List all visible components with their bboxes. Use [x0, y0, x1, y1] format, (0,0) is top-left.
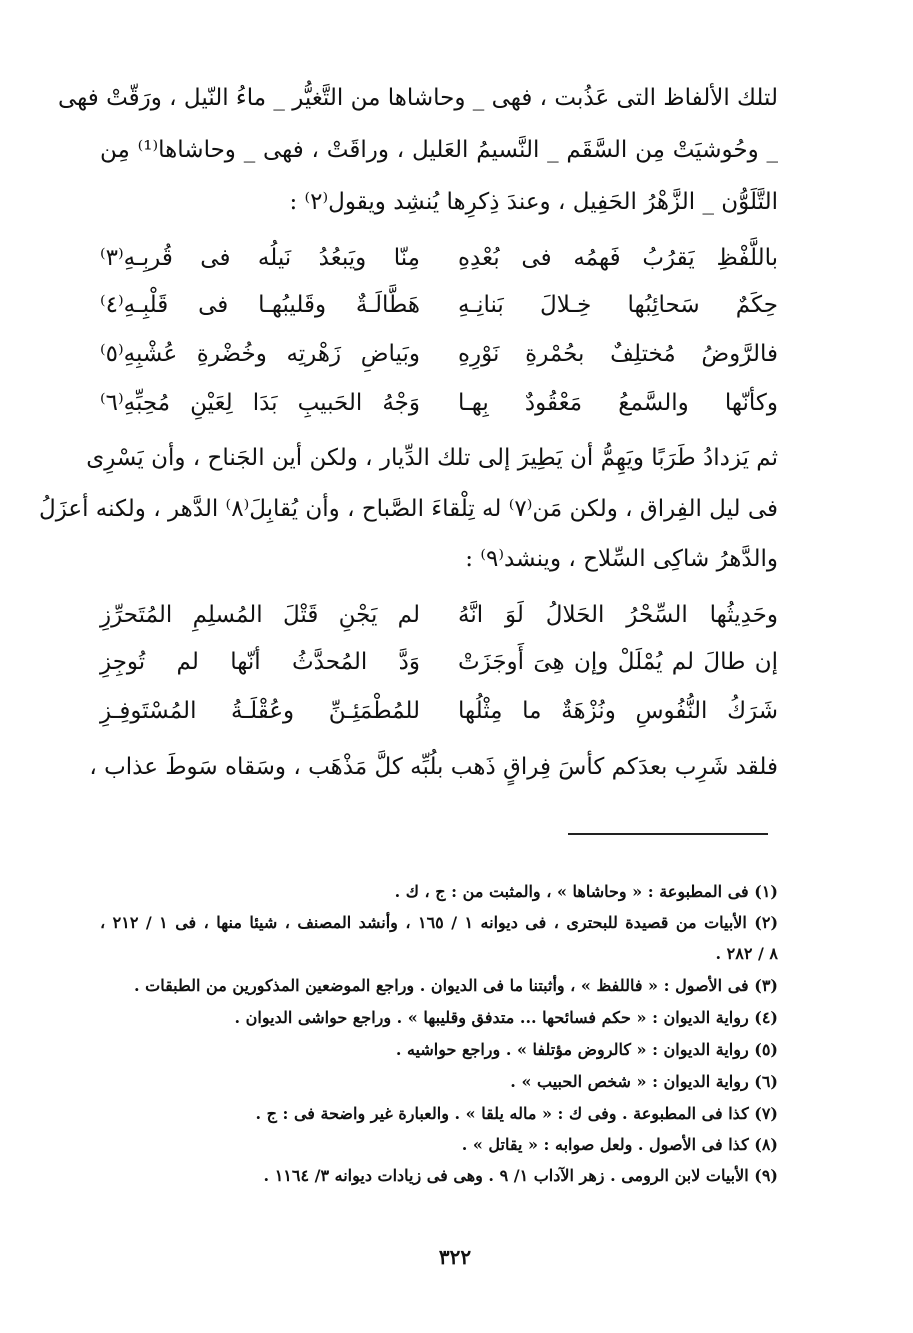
verse-second-hemistich: للمُطْمَئِـنِّ وعُقْلَـةُ المُسْتَوفِـزِ [100, 698, 420, 724]
verse-line [100, 288, 778, 322]
footnote: (٩) الأبيات لابن الرومى . زهر الآداب ١/ ٩ . وهى فى زيادات ديوانه ٣/ ١١٦٤ . [263, 1166, 778, 1185]
verse-second-hemistich: هَطَّالَـةٌ وقَليبُهـا فى قَلْبِـهِ⁽٤⁾ [100, 292, 420, 318]
verse-second-hemistich: لم يَجْنِ قَتْلَ المُسلِمِ المُتَحرِّزِ [100, 602, 420, 628]
paragraph-3: فلقد شَرِب بعدَكم كأسَ فِراقٍ ذَهب بلُبِّه كلَّ مَذْهَب ، وسَقاه سَوطَ عذاب ، [89, 754, 778, 780]
verse-second-hemistich: مِنّا ويَبعُدُ نَيلُه فى قُربِـهِ⁽٣⁾ [100, 245, 420, 271]
footnote: (٣) فى الأصول : « فاللفظ » ، وأثبتنا ما فى الديوان . وراجع الموضعين المذكورين من الطبقات . [134, 976, 778, 995]
verse-line [100, 337, 778, 371]
footnote: (١) فى المطبوعة : « وحاشاها » ، والمثبت من : ج ، ك . [394, 882, 778, 901]
verse-first-hemistich: إن طالَ لم يُمْلَلْ وإن هِىَ أَوجَزَتْ [458, 649, 778, 675]
verse-line [100, 241, 778, 275]
footnote: (٦) رواية الديوان : « شخص الحبيب » . [510, 1072, 778, 1091]
verse-second-hemistich: وَجْهُ الحَبيبِ بَدَا لِعَيْنِ مُحِبِّهِ⁽٦⁾ [100, 390, 420, 416]
verse-line [100, 694, 778, 728]
text-line: _ وحُوشيَتْ مِن السَّقَم _ النَّسيمُ العَليل ، وراقَتْ ، فهى _ وحاشاها⁽¹⁾ مِن [100, 137, 778, 163]
footnote: (٧) كذا فى المطبوعة . وفى ك : « ماله يلقا » . والعبارة غير واضحة فى : ج . [255, 1104, 778, 1123]
text-line: فى ليل الفِراق ، ولكن مَن⁽٧⁾ له تِلْقاءَ الصَّباح ، وأن يُقابِلَ⁽٨⁾ الدَّهر ، ولكنه أعزَلُ [38, 496, 778, 522]
text-line: التَّلَوُّن _ الزَّهْرُ الحَفِيل ، وعندَ ذِكرِها يُنشِد ويقول⁽٢⁾ : [289, 189, 778, 215]
verse-first-hemistich: باللَّفْظِ يَقرُبُ فَهمُه فى بُعْدِهِ [458, 245, 778, 271]
verse-second-hemistich: وَدَّ المُحدَّثُ أنّها لم تُوجِزِ [100, 649, 420, 675]
verse-first-hemistich: فالرَّوضُ مُختلِفٌ بحُمْرةِ نَوْرِهِ [458, 341, 778, 367]
footnote-divider [568, 833, 768, 835]
footnote: (٢) الأبيات من قصيدة للبحترى ، فى ديوانه ١ / ١٦٥ ، وأنشد المصنف ، شيئا منها ، فى ١ / ٢١٢ ، [100, 913, 779, 932]
verse-first-hemistich: وكأنّها والسَّمعُ مَعْقُودٌ بِهـا [458, 390, 778, 416]
footnote: (٥) رواية الديوان : « كالروض مؤتلفا » . وراجع حواشيه . [395, 1040, 778, 1059]
verse-second-hemistich: وبَياضِ زَهْرتِه وخُضْرةِ عُشْبِهِ⁽٥⁾ [100, 341, 420, 367]
text-line: والدَّهرُ شاكِى السِّلاح ، وينشد⁽٩⁾ : [465, 546, 778, 572]
footnote: (٤) رواية الديوان : « حكم فسائحها ... متدفق وقليبها » . وراجع حواشى الديوان . [234, 1008, 778, 1027]
verse-line [100, 645, 778, 679]
footnote: (٨) كذا فى الأصول . ولعل صوابه : « يقاتل » . [461, 1135, 778, 1154]
verse-first-hemistich: حِكَمٌ سَحائِبُها خِـلالَ بَنانِـهِ [458, 292, 778, 318]
text-line: لتلك الألفاظ التى عَذُبت ، فهى _ وحاشاها من التَّغيُّر _ ماءُ النّيل ، ورَقّتْ فهى [58, 85, 778, 111]
verse-line [100, 598, 778, 632]
footnote-continuation: ٨ / ٢٨٢ . [715, 944, 778, 963]
verse-line [100, 386, 778, 420]
verse-first-hemistich: شَرَكُ النُّفُوسِ ونُزْهَةٌ ما مِثْلُها [458, 698, 778, 724]
text-line: ثم يَزدادُ طَرَبًا ويَهِمُّ أن يَطِيرَ إلى تلك الدِّيار ، ولكن أين الجَناح ، وأن يَسْرِى [86, 445, 778, 471]
page-number: ٣٢٢ [438, 1245, 472, 1269]
verse-first-hemistich: وحَدِيثُها السِّحْرُ الحَلالُ لَوَ انَّهُ [458, 602, 778, 628]
